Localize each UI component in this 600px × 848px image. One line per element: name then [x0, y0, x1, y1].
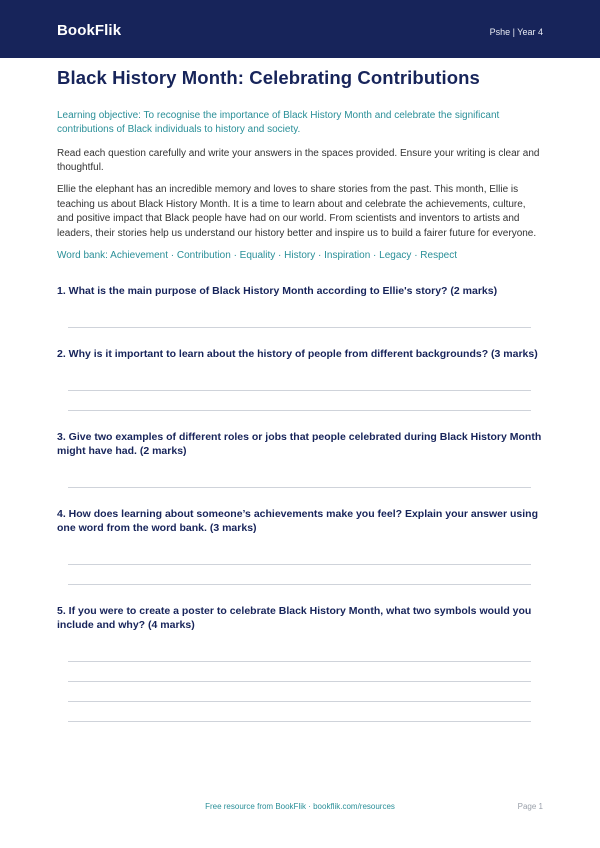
page-title: Black History Month: Celebrating Contributions [57, 67, 480, 88]
brand-logo[interactable]: BookFlik [57, 22, 122, 39]
question-3: 3. Give two examples of different roles or jobs that people celebrated during Black History Month might have had. (2 marks) [57, 431, 542, 457]
instructions: Read each question carefully and write your answers in the spaces provided. Ensure your writing is clear and thoughtful. [57, 148, 540, 173]
learning-objective: Learning objective: To recognise the importance of Black History Month and celebrate the significant contributions of Black individuals to history and society. [57, 110, 500, 135]
question-2: 2. Why is it important to learn about the history of people from different backgrounds? (3 marks) [57, 348, 538, 360]
subject-year-label: Pshe | Year 4 [489, 27, 543, 37]
question-1: 1. What is the main purpose of Black History Month according to Ellie's story? (2 marks) [57, 285, 498, 297]
story-text: Ellie the elephant has an incredible memory and loves to share stories from the past. This month, Ellie is teaching us about Black History Month. It is a time to learn about and celebrate the achievements, culture, and positive impact that Black people have had on our world. From scientists and inventors to artists and leaders, their stories help us understand our history better and inspire us to build a fairer future for everyone. [57, 184, 537, 239]
answer-line[interactable] [68, 564, 531, 565]
header-bar [0, 0, 600, 58]
answer-line[interactable] [68, 661, 531, 662]
answer-line[interactable] [68, 390, 531, 391]
page-number: Page 1 [517, 802, 543, 811]
answer-line[interactable] [68, 681, 531, 682]
worksheet-content [57, 62, 544, 722]
answer-line[interactable] [68, 584, 531, 585]
answer-line[interactable] [68, 721, 531, 722]
answer-line[interactable] [68, 410, 531, 411]
answer-line[interactable] [68, 701, 531, 702]
answer-line[interactable] [68, 327, 531, 328]
answer-line[interactable] [68, 487, 531, 488]
question-5: 5. If you were to create a poster to celebrate Black History Month, what two symbols would you include and why? (4 marks) [57, 605, 532, 631]
footer-credit[interactable]: Free resource from BookFlik · bookflik.com/resources [205, 802, 395, 811]
word-bank: Word bank: Achievement · Contribution · Equality · History · Inspiration · Legacy · Respect [57, 250, 457, 261]
question-4: 4. How does learning about someone’s achievements make you feel? Explain your answer using one word from the word bank. (3 marks) [57, 508, 539, 534]
